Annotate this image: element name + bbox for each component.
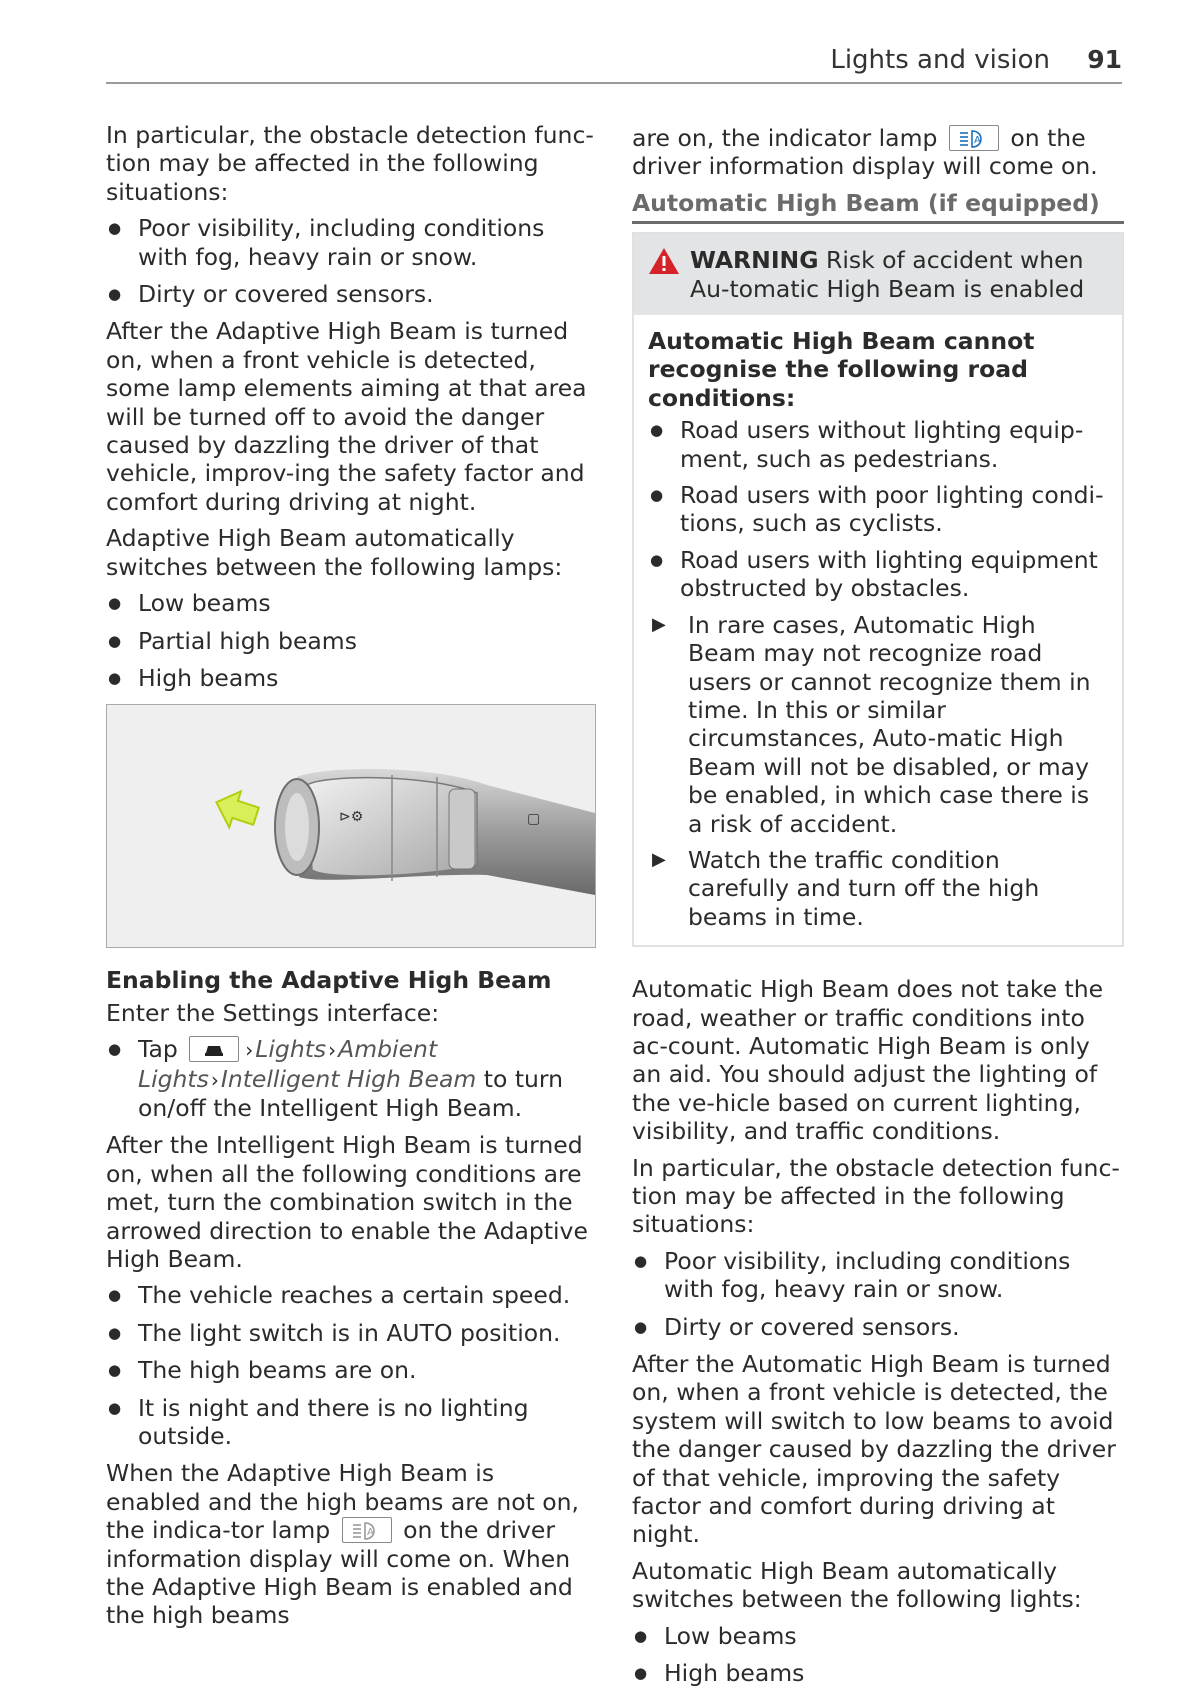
paragraph: Automatic High Beam does not take the road, weather or traffic conditions into ac-count. Automatic High Beam is only an aid. You should adjust the lighting of the ve-hicle based on current lighting, visibility, and traffic conditions. [632,975,1104,1146]
bullet-list [632,1247,1124,1341]
bullet-icon: ● [650,486,664,505]
bullet-list [632,1622,1124,1688]
list-item [106,1319,596,1347]
paragraph: After the Automatic High Beam is turned on, when a front vehicle is detected, the system will switch to low beams to avoid the danger caused by dazzling the driver of that vehicle, improving the safety factor and comfort during driving at night. [632,1350,1116,1549]
list-item-text: to turn on/off the Intelligent High Beam. [138,1064,564,1122]
bullet-icon: ● [108,1323,122,1342]
svg-text:A: A [973,135,981,146]
vehicle-settings-icon [189,1036,239,1062]
list-item-text: Partial high beams [138,626,357,655]
paragraph-text: on the driver information display will come on. When the Adaptive High Beam is enabled and the high beams [106,1516,573,1630]
section-title: Lights and vision [830,45,1050,75]
warning-box [632,232,1124,947]
bullet-list [106,1035,596,1122]
list-item [106,664,596,692]
menu-path-lights: Lights [255,1035,327,1064]
bullet-icon: ● [108,1361,122,1380]
paragraph: Enter the Settings interface: [106,998,440,1027]
paragraph: Adaptive High Beam automatically switches between the following lamps: [106,524,563,581]
warning-title: Risk of accident when Au-tomatic High Beam is enabled [690,246,1085,303]
list-item-text: Road users with poor lighting condi-tions, such as cyclists. [680,481,1104,538]
bullet-list [106,589,596,692]
list-item [632,1247,1124,1304]
list-item [632,1622,1124,1650]
list-item-text: Dirty or covered sensors. [138,280,434,309]
warning-intro: Automatic High Beam cannot recognise the following road conditions: [648,327,1035,412]
paragraph: In particular, the obstacle detection func-tion may be affected in the following situations: [106,121,594,206]
list-item [632,1659,1124,1687]
warning-body [634,315,1122,945]
list-item-text: Low beams [138,589,271,618]
bullet-icon: ● [108,631,122,650]
paragraph-text: are on, the indicator lamp [632,124,938,152]
list-item-text: Dirty or covered sensors. [664,1312,960,1341]
paragraph [106,1459,596,1629]
adaptive-high-beam-indicator-icon [342,1517,392,1543]
list-item-text: The high beams are on. [138,1356,417,1385]
section-heading: Automatic High Beam (if equipped) [632,189,1124,224]
bullet-list [648,416,1108,602]
warning-label: WARNING [690,246,819,275]
list-item-text: Poor visibility, including conditions with fog, heavy rain or snow. [664,1246,1071,1304]
svg-text:⊳⚙: ⊳⚙ [339,809,364,826]
tap-word: Tap [138,1035,178,1064]
page-header [106,44,1122,84]
right-column [632,124,1124,1697]
chevron-right-icon: › [328,1038,337,1063]
chevron-right-icon: › [210,1067,219,1092]
warning-triangle-icon [648,246,680,276]
chevron-right-icon: › [245,1038,254,1063]
action-text: In rare cases, Automatic High Beam may not recognize road users or cannot recognize them in time. In this or similar circumstances, Auto-matic High Beam will not be disabled, or may be enabled, in which case there is a risk of accident. [688,610,1091,838]
paragraph-text: When the Adaptive High Beam is enabled and the high beams are not on, the indica-tor lamp [106,1459,580,1545]
bullet-icon: ● [634,1251,648,1270]
bullet-icon: ● [634,1664,648,1683]
triangle-right-icon: ▶ [652,848,666,870]
bullet-icon: ● [634,1317,648,1336]
list-item-text: High beams [138,663,279,692]
bullet-icon: ● [108,1286,122,1305]
combination-switch-illustration [107,705,595,947]
menu-path-intelligent-high-beam: Intelligent High Beam [220,1064,477,1093]
action-text: Watch the traffic condition carefully and turn off the high beams in time. [688,845,1040,931]
svg-text:A: A [366,1527,374,1539]
svg-text:▢: ▢ [527,811,541,828]
paragraph: After the Intelligent High Beam is turned on, when all the following conditions are met, turn the combination switch in the arrowed direction to enable the Adaptive High Beam. [106,1131,588,1273]
combination-switch-figure [106,704,596,948]
bullet-icon: ● [108,668,122,687]
bullet-icon: ● [650,550,664,569]
paragraph: In particular, the obstacle detection func-tion may be affected in the following situations: [632,1153,1120,1239]
paragraph-text: on the driver information display will come on. [632,124,1098,181]
list-item-text: It is night and there is no lighting outside. [138,1393,529,1450]
list-item-text: The light switch is in AUTO position. [138,1318,561,1347]
automatic-high-beam-indicator-icon [949,125,999,151]
list-item [106,627,596,655]
list-item [106,214,596,271]
bullet-icon: ● [108,285,122,304]
bullet-icon: ● [634,1626,648,1645]
list-item [106,589,596,617]
section-heading: Enabling the Adaptive High Beam [106,966,552,995]
list-item [106,280,596,308]
bullet-icon: ● [650,421,664,440]
list-item-text: Poor visibility, including conditions with fog, heavy rain or snow. [138,214,545,271]
list-item-text: Low beams [664,1621,797,1650]
action-item [648,611,1108,838]
bullet-list [106,214,596,308]
list-item-text: Road users with lighting equipment obstructed by obstacles. [680,545,1098,603]
bullet-icon: ● [108,1398,122,1417]
left-column [106,121,596,1638]
list-item [648,481,1108,538]
bullet-icon: ● [108,219,122,238]
bullet-icon: ● [108,594,122,613]
bullet-icon: ● [108,1040,122,1059]
list-item [106,1356,596,1384]
paragraph: After the Adaptive High Beam is turned on, when a front vehicle is detected, some lamp elements aiming at that area will be turned off to avoid the danger caused by dazzling the driver of that vehicle, improv-ing the safety factor and comfort during driving at night. [106,317,587,516]
list-item-text: High beams [664,1659,805,1688]
triangle-right-icon: ▶ [652,613,666,635]
bullet-list [106,1281,596,1450]
page-number: 91 [1087,45,1122,74]
list-item [632,1313,1124,1341]
warning-header [634,234,1122,315]
list-item-text: Road users without lighting equip-ment, such as pedestrians. [680,416,1084,473]
list-item [648,416,1108,473]
list-item [106,1035,596,1122]
paragraph: Automatic High Beam automatically switches between the following lights: [632,1556,1082,1614]
list-item-text: The vehicle reaches a certain speed. [138,1281,571,1310]
list-item [648,546,1108,603]
list-item [106,1281,596,1309]
menu-path-ambient-lights: Ambient Lights [138,1035,438,1093]
paragraph [632,124,1124,181]
action-item [648,846,1108,931]
list-item [106,1394,596,1451]
